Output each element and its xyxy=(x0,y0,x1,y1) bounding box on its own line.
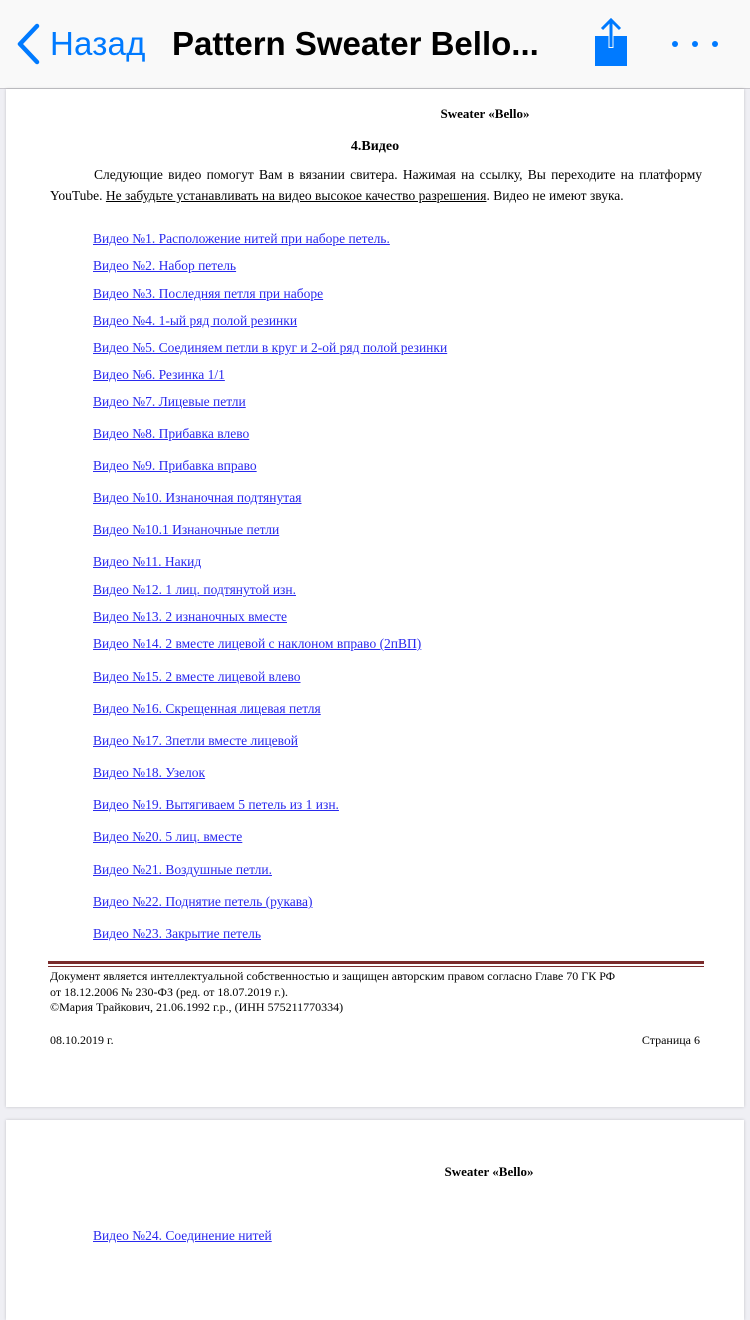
video-link[interactable]: Видео №21. Воздушные петли. xyxy=(93,862,272,877)
copyright-line: от 18.12.2006 № 230-ФЗ (ред. от 18.07.2019 г.). xyxy=(50,984,288,999)
video-link[interactable]: Видео №3. Последняя петля при наборе xyxy=(93,286,324,301)
video-link[interactable]: Видео №20. 5 лиц. вместе xyxy=(93,829,243,844)
share-icon xyxy=(590,57,632,74)
video-link[interactable]: Видео №11. Накид xyxy=(93,554,202,569)
video-link[interactable]: Видео №5. Соединяем петли в круг и 2-ой ряд полой резинки xyxy=(93,340,448,355)
video-link[interactable]: Видео №19. Вытягиваем 5 петель из 1 изн. xyxy=(93,797,339,812)
video-link[interactable]: Видео №16. Скрещенная лицевая петля xyxy=(93,701,321,716)
more-icon-dot xyxy=(712,41,718,47)
running-header: Sweater «Bello» xyxy=(440,106,530,121)
video-link[interactable]: Видео №1. Расположение нитей при наборе петель. xyxy=(93,231,390,246)
running-header: Sweater «Bello» xyxy=(444,1164,534,1179)
back-label: Назад xyxy=(50,25,146,62)
footer-rule xyxy=(48,961,704,964)
video-link[interactable]: Видео №13. 2 изнаночных вместе xyxy=(93,609,287,624)
chevron-left-icon xyxy=(16,23,40,65)
copyright-line: Документ является интеллектуальной собственностью и защищен авторским правом согласно Главе 70 ГК РФ xyxy=(50,969,616,983)
intro-text-end: . Видео не имеют звука. xyxy=(486,188,624,203)
video-link[interactable]: Видео №6. Резинка 1/1 xyxy=(93,367,225,382)
video-link[interactable]: Видео №18. Узелок xyxy=(93,765,206,780)
intro-underlined-text: Не забудьте устанавливать на видео высокое качество разрешения xyxy=(105,188,487,203)
section-title: 4.Видео xyxy=(350,139,400,154)
footer-rule-thin xyxy=(48,966,704,967)
intro-text: Следующие видео помогут Вам в вязании свитера. Нажимая на ссылку, Вы переходите на платформу YouTube. xyxy=(50,167,702,203)
share-button[interactable] xyxy=(590,16,632,70)
video-link[interactable]: Видео №7. Лицевые петли xyxy=(93,394,246,409)
video-link[interactable]: Видео №24. Соединение нитей xyxy=(93,1228,272,1243)
more-button[interactable] xyxy=(672,30,718,58)
video-link[interactable]: Видео №23. Закрытие петель xyxy=(93,926,261,941)
video-link[interactable]: Видео №2. Набор петель xyxy=(93,258,237,273)
pdf-page xyxy=(6,1120,744,1320)
more-icon-dot xyxy=(692,41,698,47)
video-link[interactable]: Видео №8. Прибавка влево xyxy=(93,426,250,441)
intro-paragraph xyxy=(50,164,702,206)
pdf-page xyxy=(6,89,744,1107)
footer-date: 08.10.2019 г. xyxy=(50,1033,114,1047)
video-link[interactable]: Видео №12. 1 лиц. подтянутой изн. xyxy=(93,582,296,597)
video-link[interactable]: Видео №14. 2 вместе лицевой с наклоном вправо (2пВП) xyxy=(93,636,422,651)
document-title: Pattern Sweater Bello... xyxy=(172,25,539,62)
video-link[interactable]: Видео №10.1 Изнаночные петли xyxy=(93,522,280,537)
video-link[interactable]: Видео №10. Изнаночная подтянутая xyxy=(93,490,302,505)
video-link[interactable]: Видео №17. 3петли вместе лицевой xyxy=(93,733,298,748)
page-number: Страница 6 xyxy=(641,1033,700,1047)
back-button[interactable] xyxy=(16,22,146,66)
video-link[interactable]: Видео №15. 2 вместе лицевой влево xyxy=(93,669,301,684)
copyright-line: ©Мария Трайкович, 21.06.1992 г.р., (ИНН 575211770334) xyxy=(50,1000,344,1014)
copyright-notice xyxy=(50,969,710,1016)
navigation-bar xyxy=(0,0,750,89)
video-link[interactable]: Видео №22. Поднятие петель (рукава) xyxy=(93,894,313,909)
video-link[interactable]: Видео №4. 1-ый ряд полой резинки xyxy=(93,313,298,328)
video-link[interactable]: Видео №9. Прибавка вправо xyxy=(93,458,257,473)
more-icon xyxy=(672,41,678,47)
